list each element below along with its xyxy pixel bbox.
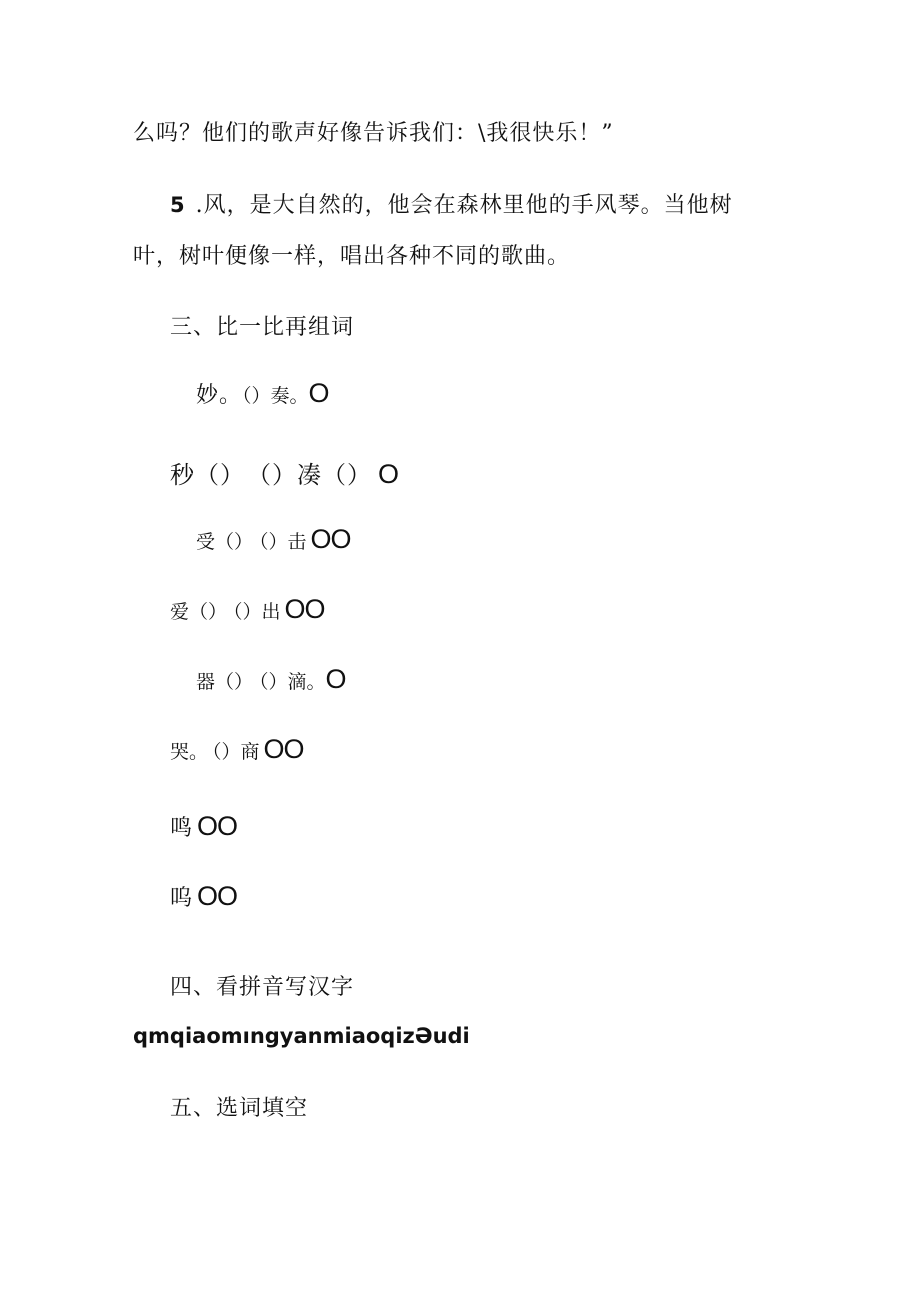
word-row (170, 734, 304, 765)
blank-marks: OO (263, 734, 304, 764)
word-cell: 爱（） (170, 601, 228, 623)
blank-marks: O (308, 378, 329, 408)
word-row (170, 811, 237, 842)
paragraph-line (133, 116, 614, 147)
pinyin-line (133, 1024, 470, 1049)
blank-marks: OO (197, 811, 238, 841)
paragraph-text: 么吗？他们的歌声好像告诉我们：\我很快乐！” (133, 121, 614, 146)
section-heading: 五、选词填空 (170, 1096, 309, 1121)
word-cell: 受（） (196, 531, 254, 553)
word-row (170, 594, 325, 625)
item-5-line-1 (170, 188, 733, 219)
word-cell: （）滴。 (259, 671, 326, 693)
section-3-heading (170, 310, 354, 341)
item-5-line-2 (133, 239, 570, 270)
word-cell: （）凑（） (259, 461, 372, 489)
section-heading: 四、看拼音写汉字 (170, 975, 355, 1000)
word-row (196, 524, 351, 555)
word-row (170, 881, 237, 912)
item-5-text-continued: 叶，树叶便像一样，唱出各种不同的歌曲。 (133, 244, 571, 269)
word-cell: （）奏。 (242, 385, 309, 407)
word-row (196, 378, 329, 409)
blank-marks: OO (197, 881, 238, 911)
word-row (196, 664, 346, 695)
word-cell: 哭。 (170, 741, 209, 763)
word-cell: 鸣 (170, 816, 194, 841)
section-heading: 三、比一比再组词 (170, 315, 355, 340)
word-cell: （）击 (259, 531, 307, 553)
item-number: 5 (170, 193, 186, 217)
word-cell: 呜 (170, 886, 194, 911)
section-5-heading (170, 1091, 308, 1122)
word-row (170, 455, 398, 490)
word-cell: 妙。 (196, 383, 243, 408)
word-cell: （）商 (212, 741, 260, 763)
blank-marks: O (378, 459, 399, 489)
word-cell: 秒（） (170, 461, 245, 489)
blank-marks: OO (310, 524, 351, 554)
word-cell: 器（） (196, 671, 254, 693)
blank-marks: O (325, 664, 346, 694)
pinyin-text: qmqiaomıngyanmiaoqizƏudi (133, 1024, 470, 1048)
item-5-text: .风，是大自然的，他会在森林里他的手风琴。当他树 (195, 193, 733, 218)
section-4-heading (170, 970, 354, 1001)
word-cell: （）出 (233, 601, 281, 623)
blank-marks: OO (284, 594, 325, 624)
